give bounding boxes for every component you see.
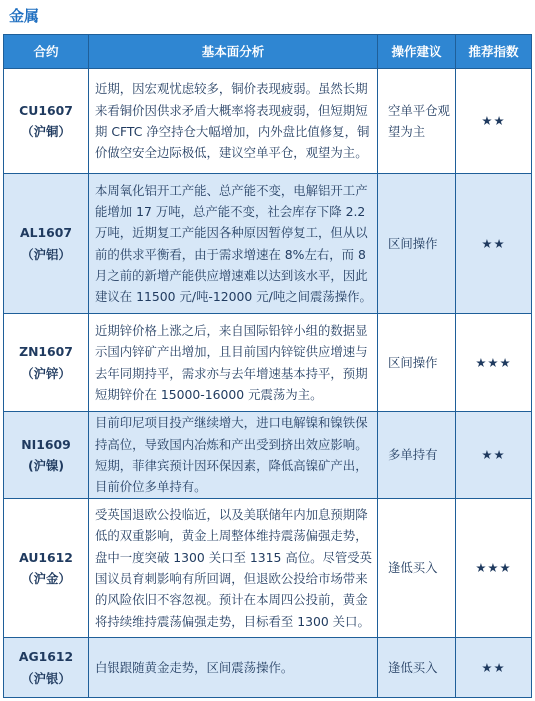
contract-code: NI1609: [21, 436, 71, 452]
rating-stars: ★★: [456, 638, 532, 698]
header-analysis: 基本面分析: [89, 35, 378, 69]
contract-name: （沪金）: [21, 571, 71, 586]
analysis-cell: 白银跟随黄金走势，区间震荡操作。: [89, 638, 378, 698]
advice-cell: 多单持有: [378, 412, 456, 499]
table-row: [4, 499, 532, 638]
contract-name: （沪铜）: [21, 124, 71, 139]
analysis-cell: 受英国退欧公投临近，以及美联储年内加息预期降低的双重影响，黄金上周整体维持震荡偏强走势，盘中一度突破 1300 关口至 1315 高位。尽管受英国议员育刺影响有所回调，但退欧公投给市场带来的风险依旧不容忽视。预计在本周四公投前，黄金将持续维持震荡偏强走势，目标看至 1300 关口。: [89, 499, 378, 638]
advice-cell: 区间操作: [378, 174, 456, 314]
contract-code: AG1612: [18, 649, 74, 665]
metals-table: [3, 34, 532, 698]
header-advice: 操作建议: [378, 35, 456, 69]
contract-cell: [4, 69, 89, 174]
contract-name: （沪铝）: [21, 246, 71, 262]
contract-name: (沪镍): [27, 458, 65, 473]
contract-name: （沪银）: [21, 670, 71, 686]
table-row: [4, 412, 532, 499]
contract-code: ZN1607: [19, 344, 73, 360]
table-row: [4, 314, 532, 412]
advice-cell: 空单平仓观望为主: [378, 69, 456, 174]
section-title: 金属: [9, 7, 40, 25]
analysis-cell: 本周氧化铝开工产能、总产能不变，电解铝开工产能增加 17 万吨，总产能不变，社会库存下降 2.2 万吨，近期复工产能因各种原因暂停复工，但从以前的供求平衡看，由于需求增速在 8%左右，而 8 月之前的新增产能供应增速难以达到该水平，因此建议在 11500 元/吨-12000 元/吨之间震荡操作。: [89, 174, 378, 314]
header-rating: 推荐指数: [456, 35, 532, 69]
analysis-cell: 目前印尼项目投产继续增大，进口电解镍和镍铁保持高位，导致国内冶炼和产出受到挤出效应影响。短期，菲律宾预计因环保因素，降低高镍矿产出，目前价位多单持有。: [89, 412, 378, 499]
rating-stars: ★★★: [456, 499, 532, 638]
rating-stars: ★★★: [456, 314, 532, 412]
analysis-cell: 近期锌价格上涨之后，来自国际铅锌小组的数据显示国内锌矿产出增加，且目前国内锌锭供应增速与去年同期持平，需求亦与去年增速基本持平，预期短期锌价在 15000-16000 元震荡为主。: [89, 314, 378, 412]
rating-stars: ★★: [456, 174, 532, 314]
rating-stars: ★★: [456, 69, 532, 174]
table-header-row: [4, 35, 532, 69]
contract-name: （沪锌）: [21, 365, 71, 381]
contract-cell: [4, 412, 89, 499]
contract-code: CU1607: [19, 102, 73, 118]
rating-stars: ★★: [456, 412, 532, 499]
advice-cell: 逢低买入: [378, 638, 456, 698]
contract-code: AU1612: [19, 549, 73, 565]
contract-code: AL1607: [20, 225, 72, 241]
advice-cell: 区间操作: [378, 314, 456, 412]
contract-cell: [4, 499, 89, 638]
header-contract: 合约: [4, 35, 89, 69]
table-row: [4, 638, 532, 698]
table-row: [4, 69, 532, 174]
table-row: [4, 174, 532, 314]
contract-cell: [4, 174, 89, 314]
contract-cell: [4, 314, 89, 412]
advice-cell: 逢低买入: [378, 499, 456, 638]
analysis-cell: 近期，因宏观忧虑较多，铜价表现疲弱。虽然长期来看铜价因供求矛盾大概率将表现疲弱，但短期短期 CFTC 净空持仓大幅增加，内外盘比值修复，铜价做空安全边际极低，建议空单平仓，观望为主。: [89, 69, 378, 174]
contract-cell: [4, 638, 89, 698]
